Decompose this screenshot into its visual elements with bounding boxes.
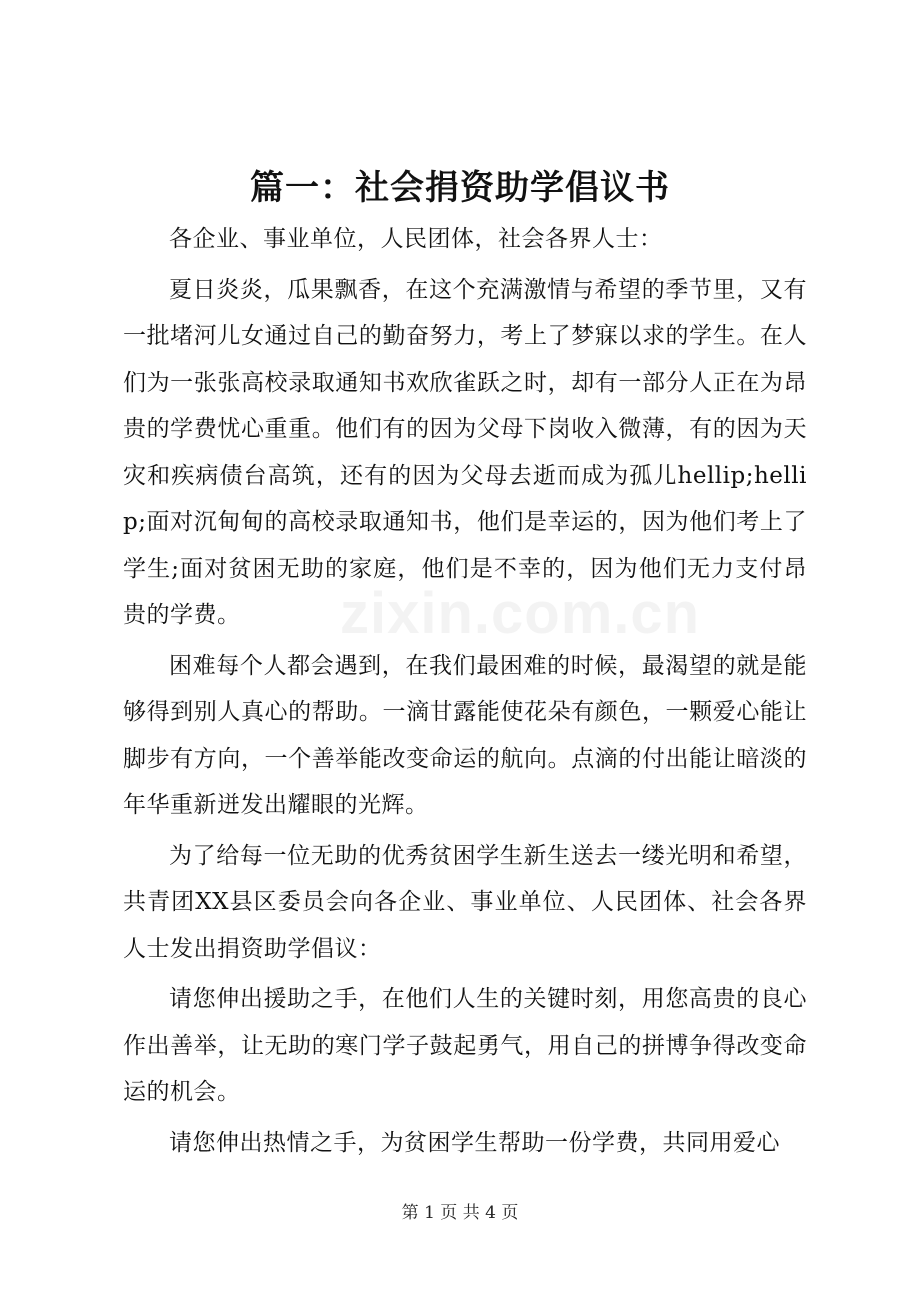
document-title: 篇一：社会捐资助学倡议书 bbox=[250, 168, 670, 208]
paragraph-proposal: 为了给每一位无助的优秀贫困学生新生送去一缕光明和希望，共青团XX县区委员会向各企业、事业单位、人民团体、社会各界人士发出捐资助学倡议： bbox=[123, 842, 807, 962]
paragraph-appeal-two: 请您伸出热情之手，为贫困学生帮助一份学费，共同用爱心 bbox=[169, 1129, 780, 1156]
page-footer: 第 1 页 共 4 页 bbox=[401, 1203, 519, 1223]
paragraph-background: 夏日炎炎，瓜果飘香，在这个充满激情与希望的季节里，又有一批堵河儿女通过自己的勤奋努力，考上了梦寐以求的学生。在人们为一张张高校录取通知书欢欣雀跃之时，却有一部分人正在为昂贵的学费忧心重重。他们有的因为父母下岗收入微薄，有的因为天灾和疾病债台高筑，还有的因为父母去逝而成为孤儿hellip;hellip;面对沉甸甸的高校录取通知书，他们是幸运的，因为他们考上了学生;面对贫困无助的家庭，他们是不幸的，因为他们无力支付昂贵的学费。 bbox=[123, 276, 807, 628]
paragraph-salutation: 各企业、事业单位，人民团体，社会各界人士： bbox=[169, 226, 663, 252]
paragraph-appeal-one: 请您伸出援助之手，在他们人生的关键时刻，用您高贵的良心作出善举，让无助的寒门学子鼓起勇气，用自己的拼博争得改变命运的机会。 bbox=[123, 986, 807, 1105]
paragraph-hardship: 困难每个人都会遇到，在我们最困难的时候，最渴望的就是能够得到别人真心的帮助。一滴甘露能使花朵有颜色，一颗爱心能让脚步有方向，一个善举能改变命运的航向。点滴的付出能让暗淡的年华重新迸发出耀眼的光辉。 bbox=[123, 652, 807, 818]
site-watermark: zixin.com.cn bbox=[340, 581, 701, 646]
document-body bbox=[123, 216, 807, 1166]
